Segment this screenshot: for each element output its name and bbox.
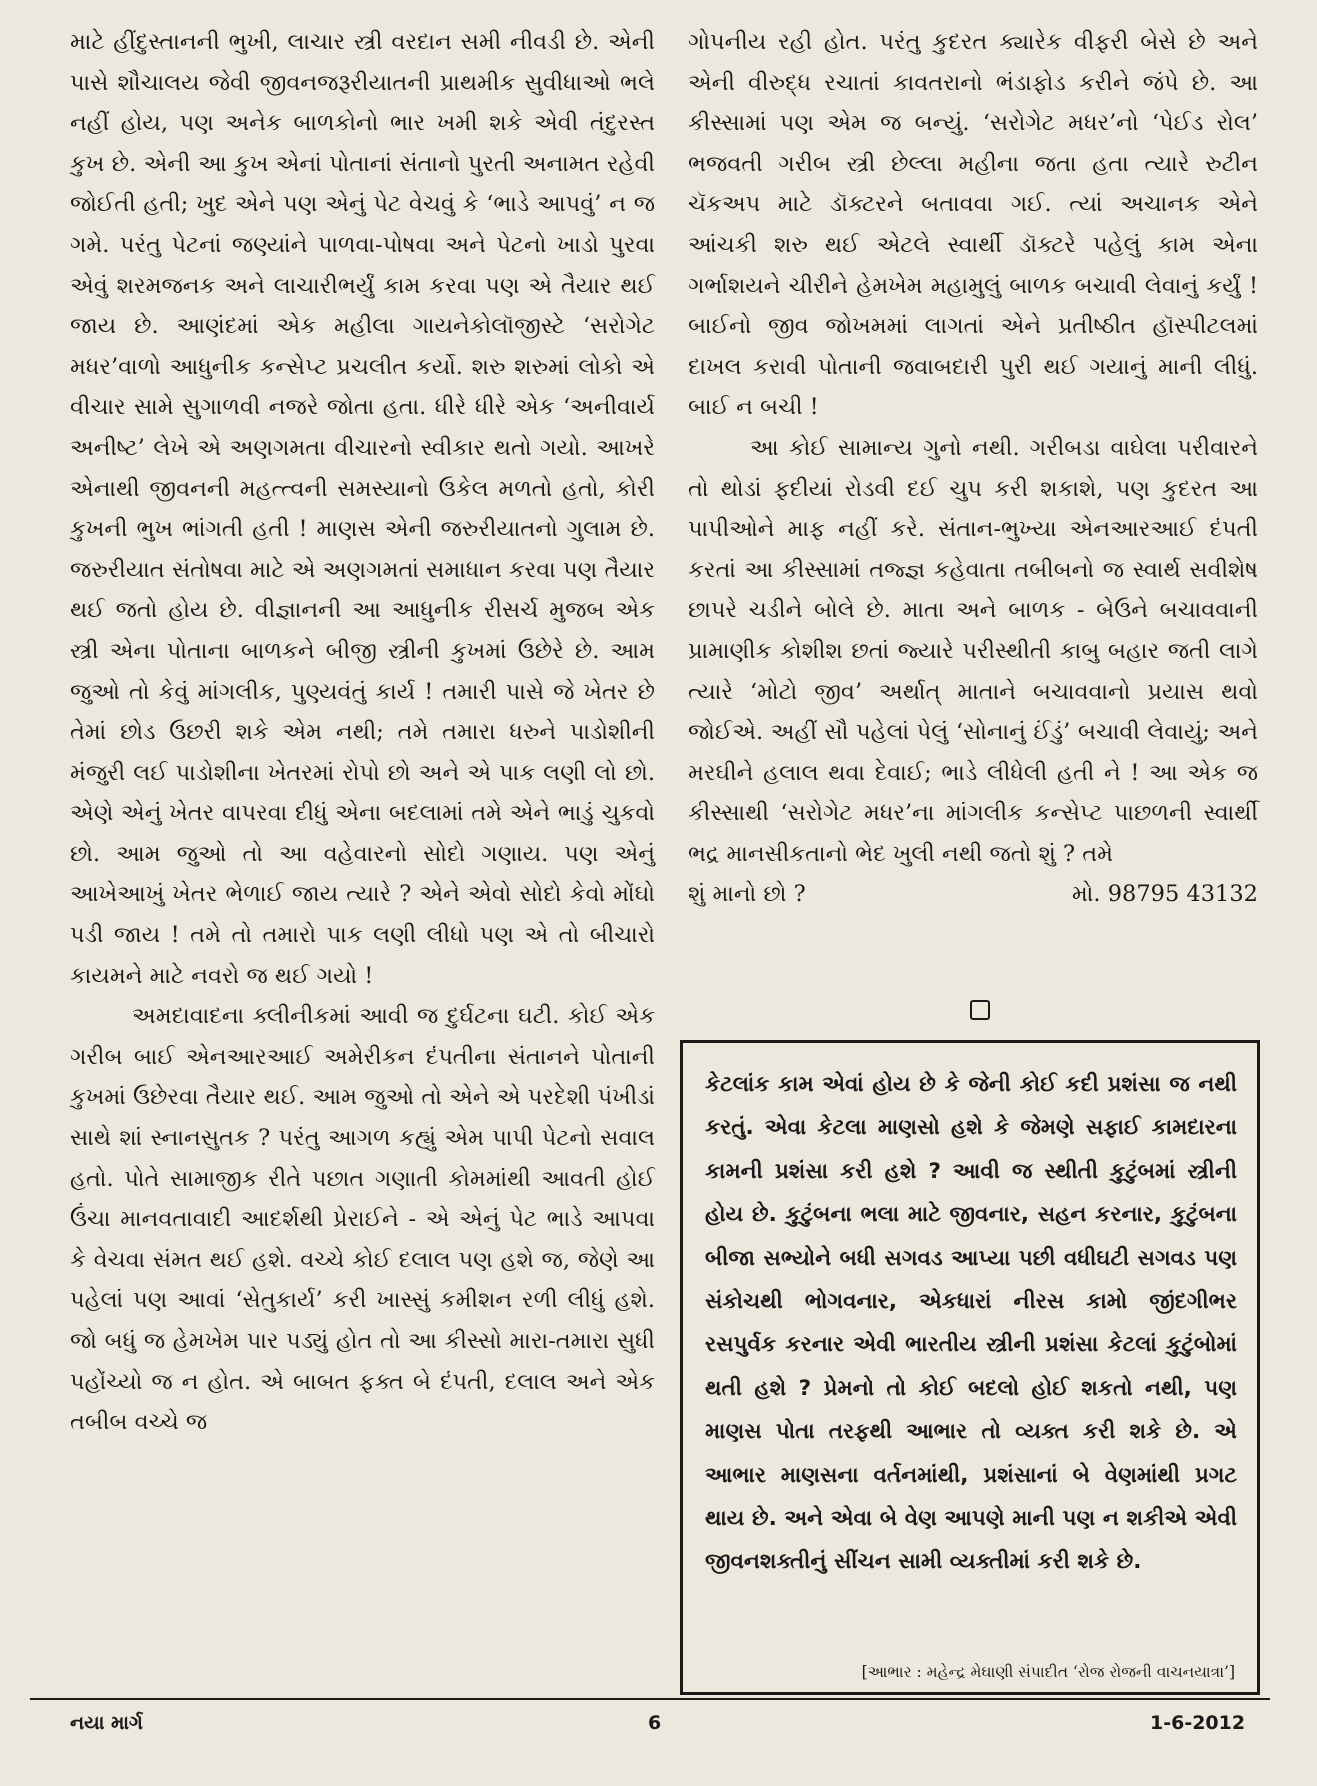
quote-box xyxy=(680,1040,1260,1695)
footer-divider xyxy=(30,1698,1270,1700)
footer-publication-name: નયા માર્ગ xyxy=(70,1712,143,1734)
left-column xyxy=(70,22,655,1443)
left-paragraph-2: અમદાવાદના ક્લીનીકમાં આવી જ દુર્ઘટના ઘટી. કોઈ એક ગરીબ બાઈ એનઆરઆઈ અમેરીકન દંપતીના સંતાનને પોતાની કુખમાં ઉછેરવા તૈયાર થઈ. આમ જુઓ તો એને એ પરદેશી પંખીડાં સાથે શાં સ્નાનસુતક ? પરંતુ આગળ કહ્યું એમ પાપી પેટનો સવાલ હતો. પોતે સામાજીક રીતે પછાત ગણાતી કોમમાંથી આવતી હોઈ ઉંચા માનવતાવાદી આદર્શથી પ્રેરાઈને - એ એનું પેટ ભાડે આપવા કે વેચવા સંમત થઈ હશે. વચ્ચે કોઈ દલાલ પણ હશે જ, જેણે આ પહેલાં પણ આવાં ‘સેતુકાર્ય’ કરી ખાસ્સું કમીશન રળી લીધું હશે. જો બધું જ હેમખેમ પાર પડ્યું હોત તો આ કીસ્સો મારા-તમારા સુધી પહોંચ્યો જ ન હોત. એ બાબત ફક્ત બે દંપતી, દલાલ અને એક તબીબ વચ્ચે જ xyxy=(70,1003,655,1436)
author-phone: મો. 98795 43132 xyxy=(1071,881,1258,908)
right-column xyxy=(688,22,1258,915)
quote-text: કેટલાંક કામ એવાં હોય છે કે જેની કોઈ કદી પ્રશંસા જ નથી કરતું. એવા કેટલા માણસો હશે કે જેમણે સફાઈ કામદારના કામની પ્રશંસા કરી હશે ? આવી જ સ્થીતી કુટુંબમાં સ્ત્રીની હોય છે. કુટુંબના ભલા માટે જીવનાર, સહન કરનાર, કુટુંબના બીજા સભ્યોને બધી સગવડ આપ્યા પછી વધીઘટી સગવડ પણ સંકોચથી ભોગવનાર, એકધારાં નીરસ કામો જીંદગીભર રસપુર્વક કરનાર એવી ભારતીય સ્ત્રીની પ્રશંસા કેટલાં કુટુંબોમાં થતી હશે ? પ્રેમનો તો કોઈ બદલો હોઈ શકતો નથી, પણ માણસ પોતા તરફથી આભાર તો વ્યક્ત કરી શકે છે. એ આભાર માણસના વર્તનમાંથી, પ્રશંસાનાં બે વેણમાંથી પ્રગટ થાય છે. અને એવા બે વેણ આપણે માની પણ ન શકીએ એવી જીવનશક્તીનું સીંચન સામી વ્યક્તીમાં કરી શકે છે. xyxy=(705,1072,1237,1575)
right-paragraph-2: આ કોઈ સામાન્ય ગુનો નથી. ગરીબડા વાઘેલા પરીવારને તો થોડાં ફદીયાં રોડવી દઈ ચુપ કરી શકાશે, પણ કુદરત આ પાપીઓને માફ નહીં કરે. સંતાન-ભુખ્યા એનઆરઆઈ દંપતી કરતાં આ કીસ્સામાં તજ્જ્ઞ કહેવાતા તબીબનો જ સ્વાર્થ સવીશેષ છાપરે ચડીને બોલે છે. માતા અને બાળક - બેઉને બચાવવાની પ્રામાણીક કોશીશ છતાં જ્યારે પરીસ્થીતી કાબુ બહાર જતી લાગે ત્યારે ‘મોટો જીવ’ અર્થાત્ માતાને બચાવવાનો પ્રયાસ થવો જોઈએ. અહીં સૌ પહેલાં પેલું ‘સોનાનું ઈંડું’ બચાવી લેવાયું; અને મરઘીને હલાલ થવા દેવાઈ; ભાડે લીધેલી હતી ને ! આ એક જ કીસ્સાથી ‘સરોગેટ મધર’ના માંગલીક કન્સેપ્ટ પાછળની સ્વાર્થી ભદ્ર માનસીકતાનો ભેદ ખુલી નથી જતો શું ? તમે xyxy=(688,434,1258,867)
footer-page-number: 6 xyxy=(648,1712,662,1734)
article-end-square-icon xyxy=(970,1000,990,1020)
left-paragraph-1: માટે હીંદુસ્તાનની ભુખી, લાચાર સ્ત્રી વરદાન સમી નીવડી છે. એની પાસે શૌચાલય જેવી જીવનજરૂરીયાતની પ્રાથમીક સુવીધાઓ ભલે નહીં હોય, પણ અનેક બાળકોનો ભાર ખમી શકે એવી તંદુરસ્ત કુખ છે. એની આ કુખ એનાં પોતાનાં સંતાનો પુરતી અનામત રહેવી જોઈતી હતી; ખુદ એને પણ એનું પેટ વેચવું કે ‘ભાડે આપવું’ ન જ ગમે. પરંતુ પેટનાં જણ્યાંને પાળવા-પોષવા અને પેટનો ખાડો પુરવા એવું શરમજનક અને લાચારીભર્યું કામ કરવા પણ એ તૈયાર થઈ જાય છે. આણંદમાં એક મહીલા ગાયનેકોલૉજીસ્ટે ‘સરોગેટ મધર’વાળો આધુનીક કન્સેપ્ટ પ્રચલીત કર્યો. શરુ શરુમાં લોકો એ વીચાર સામે સુગાળવી નજરે જોતા હતા. ધીરે ધીરે એક ‘અનીવાર્ય અનીષ્ટ’ લેખે એ અણગમતા વીચારનો સ્વીકાર થતો ગયો. આખરે એનાથી જીવનની મહત્ત્વની સમસ્યાનો ઉકેલ મળતો હતો, કોરી કુખની ભુખ ભાંગતી હતી ! માણસ એની જરુરીયાતનો ગુલામ છે. જરુરીયાત સંતોષવા માટે એ અણગમતાં સમાધાન કરવા પણ તૈયાર થઈ જતો હોય છે. વીજ્ઞાનની આ આધુનીક રીસર્ચ મુજબ એક સ્ત્રી એના પોતાના બાળકને બીજી સ્ત્રીની કુખમાં ઉછેરે છે. આમ જુઓ તો કેવું માંગલીક, પુણ્યવંતું કાર્ય ! તમારી પાસે જે ખેતર છે તેમાં છોડ ઉછરી શકે એમ નથી; તમે તમારા ધરુને પાડોશીની મંજુરી લઈ પાડોશીના ખેતરમાં રોપો છો અને એ પાક લણી લો છો. એણે એનું ખેતર વાપરવા દીધું એના બદલામાં તમે એને ભાડું ચુકવો છો. આમ જુઓ તો આ વહેવારનો સોદો ગણાય. પણ એનું આખેઆખું ખેતર ભેળાઈ જાય ત્યારે ? એને એવો સોદો કેવો મોંઘો પડી જાય ! તમે તો તમારો પાક લણી લીધો પણ એ તો બીચારો કાયમને માટે નવરો જ થઈ ગયો ! xyxy=(70,29,655,989)
closing-question: શું માનો છો ? xyxy=(688,881,806,908)
right-paragraph-1: ગોપનીય રહી હોત. પરંતુ કુદરત ક્યારેક વીફરી બેસે છે અને એની વીરુદ્ધ રચાતાં કાવતરાનો ભંડાફોડ કરીને જંપે છે. આ કીસ્સામાં પણ એમ જ બન્યું. ‘સરોગેટ મધર’નો ‘પેઈડ રોલ’ ભજવતી ગરીબ સ્ત્રી છેલ્લા મહીના જતા હતા ત્યારે રુટીન ચૅકઅપ માટે ડૉક્ટરને બતાવવા ગઈ. ત્યાં અચાનક એને આંચકી શરુ થઈ એટલે સ્વાર્થી ડૉક્ટરે પહેલું કામ એના ગર્ભાશયને ચીરીને હેમખેમ મહામુલું બાળક બચાવી લેવાનું કર્યું ! બાઈનો જીવ જોખમમાં લાગતાં એને પ્રતીષ્ઠીત હૉસ્પીટલમાં દાખલ કરાવી પોતાની જવાબદારી પુરી થઈ ગયાનું માની લીધું. બાઈ ન બચી ! xyxy=(688,29,1258,421)
footer-date: 1-6-2012 xyxy=(1150,1712,1246,1734)
signature-line xyxy=(688,874,1258,915)
quote-credit: [આભાર : મહેન્દ્ર મેઘાણી સંપાદીત ‘રોજ રોજની વાચનયાત્રા’] xyxy=(861,1663,1235,1681)
